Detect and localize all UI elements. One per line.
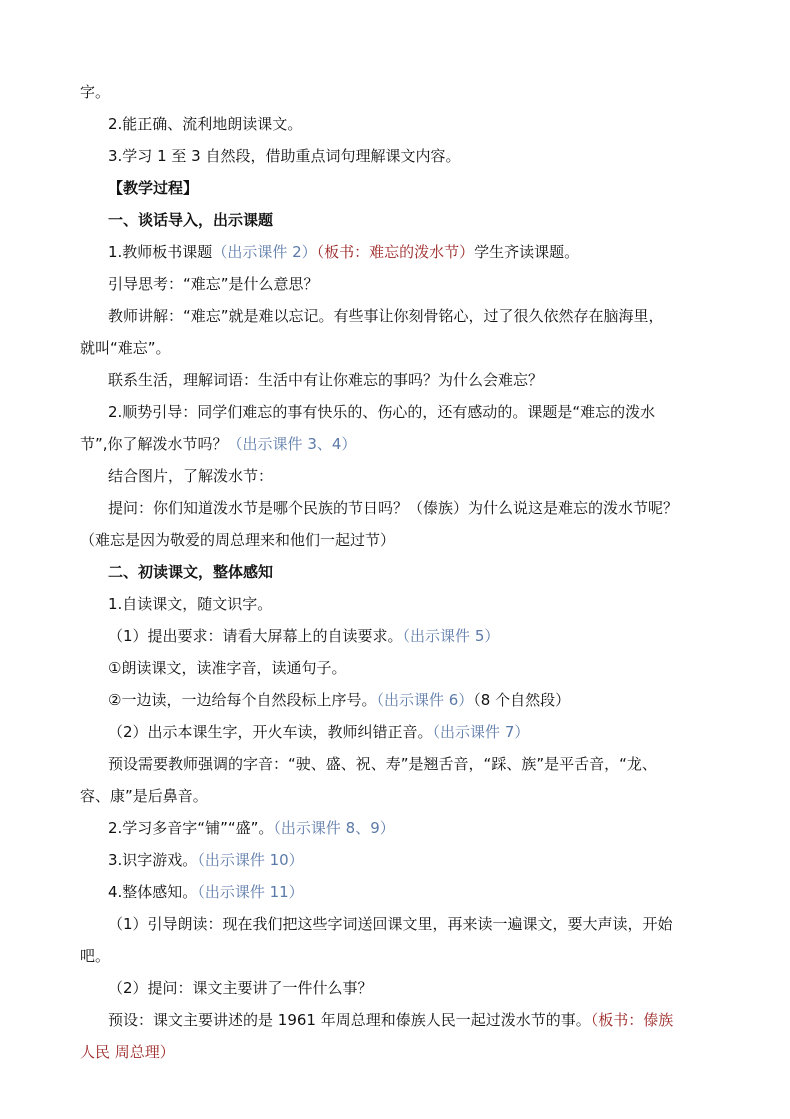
section-heading: 【教学过程】: [108, 179, 199, 197]
paragraph-line: [108, 850, 304, 870]
paragraph-line: 容、康”是后鼻音。: [80, 787, 208, 805]
paragraph-line: （难忘是因为敬爱的周总理来和他们一起过节）: [80, 531, 396, 549]
board-note: （板书：难忘的泼水节）: [316, 243, 475, 261]
paragraph-line: [108, 690, 570, 710]
paragraph-line: 提问：你们知道泼水节是哪个民族的节日吗？（傣族）为什么说这是难忘的泼水节呢？: [108, 499, 679, 517]
paragraph-line: [108, 1010, 673, 1030]
line-text: 3.识字游戏。: [108, 851, 198, 869]
line-text: （8 个自然段）: [473, 691, 571, 709]
paragraph-line: 1.自读课文，随文识字。: [108, 595, 273, 613]
courseware-note: （出示课件 2）: [212, 243, 317, 261]
courseware-note: （出示课件 8、9）: [273, 819, 395, 837]
paragraph-line: 联系生活，理解词语：生活中有让你难忘的事吗？为什么会难忘？: [108, 371, 544, 389]
paragraph-line: 预设需要教师强调的字音：“驶、盛、祝、寿”是翘舌音，“踩、族”是平舌音，“龙、: [108, 755, 657, 773]
paragraph-line: [108, 722, 529, 742]
board-note: （板书：傣族: [590, 1011, 674, 1029]
paragraph-line: （2）提问：课文主要讲了一件什么事？: [108, 979, 373, 997]
section-heading: 一、谈话导入，出示课题: [108, 211, 274, 229]
line-text: 2.学习多音字“铺”“盛”。: [108, 819, 274, 837]
courseware-note: （出示课件 6）: [376, 691, 474, 709]
paragraph-line: 引导思考：“难忘”是什么意思？: [108, 275, 319, 293]
line-text: 节”,你了解泼水节吗？: [80, 435, 228, 453]
paragraph-line: [108, 626, 499, 646]
courseware-note: （出示课件 7）: [432, 723, 530, 741]
paragraph-line: 就叫“难忘”。: [80, 339, 171, 357]
paragraph-line: 3.学习 1 至 3 自然段，借助重点词句理解课文内容。: [108, 147, 461, 165]
courseware-note: （出示课件 3、4）: [227, 435, 357, 453]
line-text: 预设：课文主要讲述的是 1961 年周总理和傣族人民一起过泼水节的事。: [108, 1011, 591, 1029]
line-text: 1.教师板书课题: [108, 243, 213, 261]
paragraph-line: 字。: [80, 83, 111, 101]
line-text: （1）提出要求：请看大屏幕上的自读要求。: [108, 627, 403, 645]
paragraph-line: 2.顺势引导：同学们难忘的事有快乐的、伤心的，还有感动的。课题是“难忘的泼水: [108, 403, 656, 421]
line-text: 4.整体感知。: [108, 883, 198, 901]
courseware-note: （出示课件 10）: [197, 851, 304, 869]
courseware-note: （出示课件 11）: [197, 883, 304, 901]
paragraph-line: （1）引导朗读：现在我们把这些字词送回课文里，再来读一遍课文，要大声读，开始: [108, 915, 673, 933]
board-note-line: 人民 周总理）: [80, 1043, 175, 1061]
line-text: ②一边读，一边给每个自然段标上序号。: [108, 691, 377, 709]
paragraph-line: 2.能正确、流利地朗读课文。: [108, 115, 303, 133]
paragraph-line: 结合图片，了解泼水节：: [108, 467, 274, 485]
paragraph-line: 教师讲解：“难忘”就是难以忘记。有些事让你刻骨铭心，过了很久依然存在脑海里，: [108, 307, 664, 325]
section-heading: 二、初读课文，整体感知: [108, 563, 274, 581]
courseware-note: （出示课件 5）: [402, 627, 500, 645]
paragraph-line: ①朗读课文，读准字音，读通句子。: [108, 659, 347, 677]
paragraph-line: [108, 242, 579, 262]
paragraph-line: [108, 882, 304, 902]
line-text: 学生齐读课题。: [474, 243, 580, 261]
paragraph-line: [80, 434, 356, 454]
paragraph-line: [108, 818, 395, 838]
line-text: （2）出示本课生字，开火车读，教师纠错正音。: [108, 723, 433, 741]
paragraph-line: 吧。: [80, 947, 111, 965]
